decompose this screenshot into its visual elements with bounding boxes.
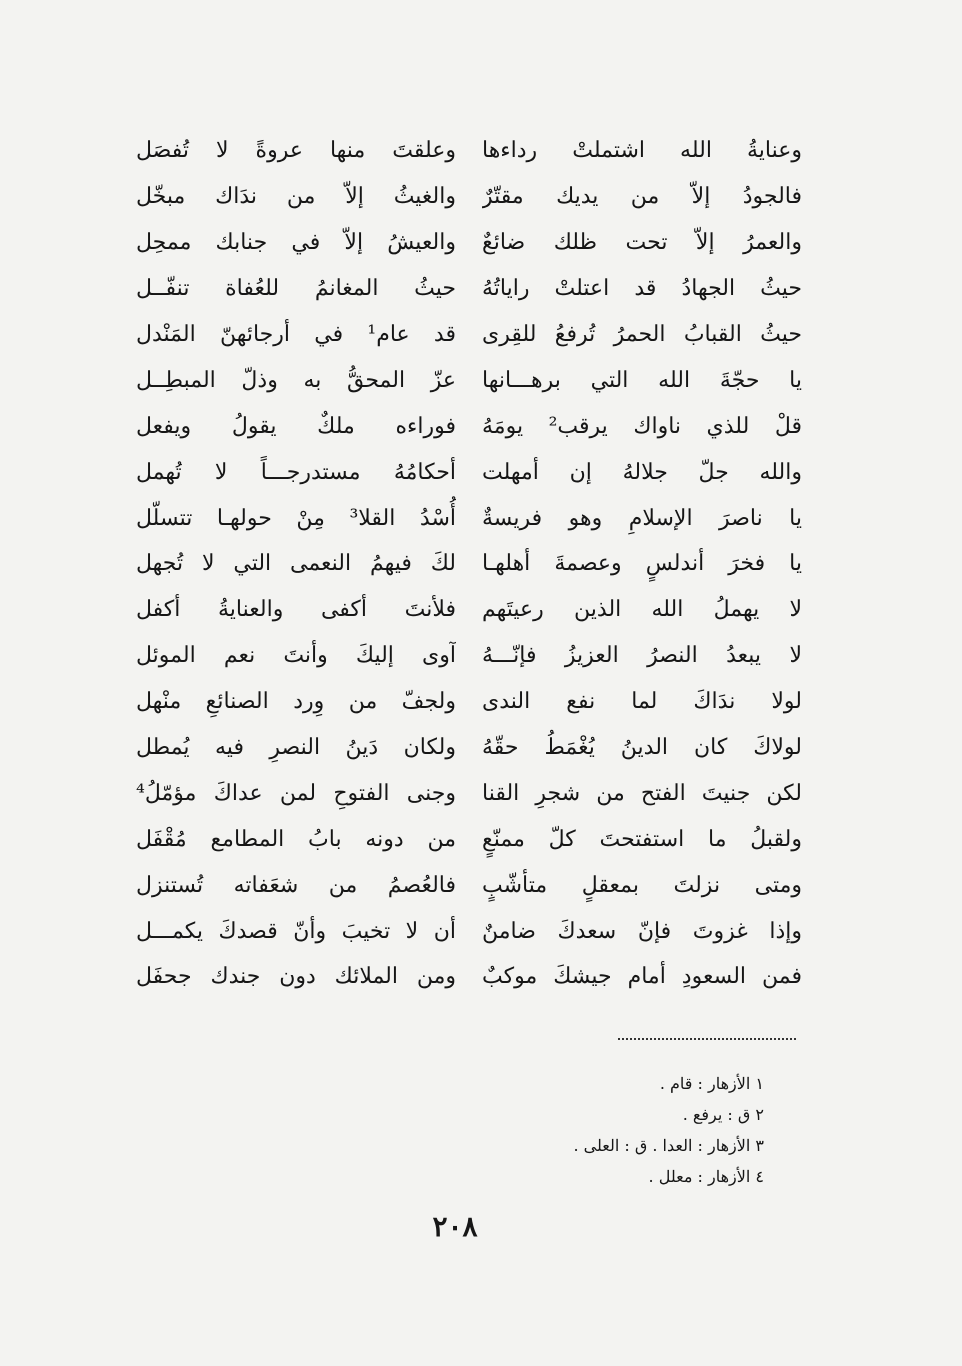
verse-second-hemistich: أن لا تخيبَ وأنّ قصدكَ يكمـــل [136, 918, 456, 944]
verse-second-hemistich: والعيشُ إلاّ في جنابك ممحِل [136, 230, 456, 256]
verse-first-hemistich: فمن السعودِ أمام جيشكَ موكبٌ [482, 964, 802, 990]
footnote-4: ٤ الأزهار : معلل . [648, 1167, 764, 1186]
verse-second-hemistich: وجنى الفتوحِ لمن عداكَ مؤمّلُ⁴ [136, 780, 456, 806]
verse-second-hemistich: عزّ المحقُّ به وذلّ المبطِــل [136, 367, 456, 393]
verse-row [130, 266, 810, 312]
verse-row [130, 679, 810, 725]
verse-first-hemistich: وعنايةُ الله اشتملتْ رداءها [482, 138, 802, 164]
verse-second-hemistich: لكَ فيهمُ النعمى التي لا تُجهل [136, 551, 456, 577]
verse-row [130, 312, 810, 358]
verse-row [130, 725, 810, 771]
verse-second-hemistich: وعلقتَ منها عروةً لا تُفصَل [136, 138, 456, 164]
footnote-1: ١ الأزهار : قام . [659, 1074, 764, 1093]
verse-first-hemistich: لكن جنيتَ الفتح من شجرِ القنا [482, 780, 802, 806]
verse-first-hemistich: يا ناصرَ الإسلامِ وهو فريسةٌ [482, 505, 802, 531]
verse-second-hemistich: أُسْدُ القلا³ مِنْ حولهـا تتسلّل [136, 505, 456, 531]
verse-first-hemistich: وإذا غزوتَ فإنّ سعدكَ ضامنٌ [482, 918, 802, 944]
verse-row [130, 908, 810, 954]
verse-first-hemistich: والله جلّ جلالهُ إن أمهلت [482, 459, 802, 485]
footnotes [344, 1068, 764, 1192]
verse-first-hemistich: فالجودُ إلاّ من يديك مقتّرٌ [482, 184, 802, 210]
verse-row [130, 403, 810, 449]
verse-row [130, 770, 810, 816]
verse-first-hemistich: لا يهملُ الله الذين رعيتَهم [482, 597, 802, 623]
verse-second-hemistich: آوى إليكَ وأنتَ نعم الموئل [136, 643, 456, 669]
verse-first-hemistich: لولا ندَاكَ لما نفع الندى [482, 689, 802, 715]
verse-second-hemistich: فوراءه ملكٌ يقولُ ويفعل [136, 413, 456, 439]
poem-body [130, 128, 810, 1000]
verse-first-hemistich: يا فخرَ أندلسٍ وعصمةَ أهلهـا [482, 551, 802, 577]
verse-first-hemistich: حيثُ القبابُ الحمرُ تُرفعُ للقِرى [482, 322, 802, 347]
verse-first-hemistich: حيثُ الجهادُ قد اعتلتْ راياتُهُ [482, 276, 802, 302]
verse-first-hemistich: لا يبعدُ النصرُ العزيزُ فإنّـــهُ [482, 643, 802, 669]
verse-second-hemistich: ومن الملائك دون جندك جحفَل [136, 964, 456, 990]
verse-first-hemistich: والعمرُ إلاّ تحت ظلك ضائعٌ [482, 230, 802, 256]
verse-first-hemistich: يا حجّةَ الله التي برهـــانها [482, 367, 802, 393]
footnote-2: ٢ ق : يرفع . [682, 1105, 764, 1124]
verse-row [130, 174, 810, 220]
verse-first-hemistich: قلْ للذي ناواك يرقب² يومَهُ [482, 413, 802, 439]
verse-row [130, 816, 810, 862]
page-number: ٢٠٨ [432, 1210, 478, 1243]
verse-row [130, 954, 810, 1000]
verse-row [130, 220, 810, 266]
verse-row [130, 128, 810, 174]
verse-row [130, 449, 810, 495]
verse-second-hemistich: حيثُ المغانمُ للعُفاة تنفّــل [136, 276, 456, 302]
verse-second-hemistich: من دونه بابُ المطامع مُقْفَل [136, 826, 456, 852]
verse-row [130, 495, 810, 541]
verse-second-hemistich: والغيثُ إلاّ من ندَاك مبخّل [136, 184, 456, 210]
verse-first-hemistich: ومتى نزلتَ بمعقلٍ متأشّبٍ [482, 872, 802, 898]
footnote-3: ٣ الأزهار : العدا . ق : العلى . [573, 1136, 764, 1155]
footnote-separator [618, 1038, 796, 1040]
verse-second-hemistich: قد عام¹ في أرجائهنّ المَنْدل [136, 322, 456, 347]
verse-row [130, 587, 810, 633]
verse-row [130, 357, 810, 403]
verse-second-hemistich: ولكان دَينُ النصرِ فيه يُمطل [136, 735, 456, 761]
verse-first-hemistich: ولقبلُ ما استفتحتَ كلّ ممنّعٍ [482, 826, 802, 852]
verse-row [130, 862, 810, 908]
verse-second-hemistich: ولجفّ من وِرد الصنائعِ منْهل [136, 689, 456, 715]
verse-row [130, 541, 810, 587]
verse-second-hemistich: أحكامُهُ مستدرجـــاً لا تُهمل [136, 459, 456, 485]
verse-row [130, 633, 810, 679]
verse-second-hemistich: فلأنتَ أكفى والعنايةُ أكفل [136, 597, 456, 623]
verse-first-hemistich: لولاكَ كان الدينُ يُغْمَطُ حقّهُ [482, 735, 802, 761]
verse-second-hemistich: فالعُصمُ من شعَفاته تُستنزل [136, 872, 456, 898]
